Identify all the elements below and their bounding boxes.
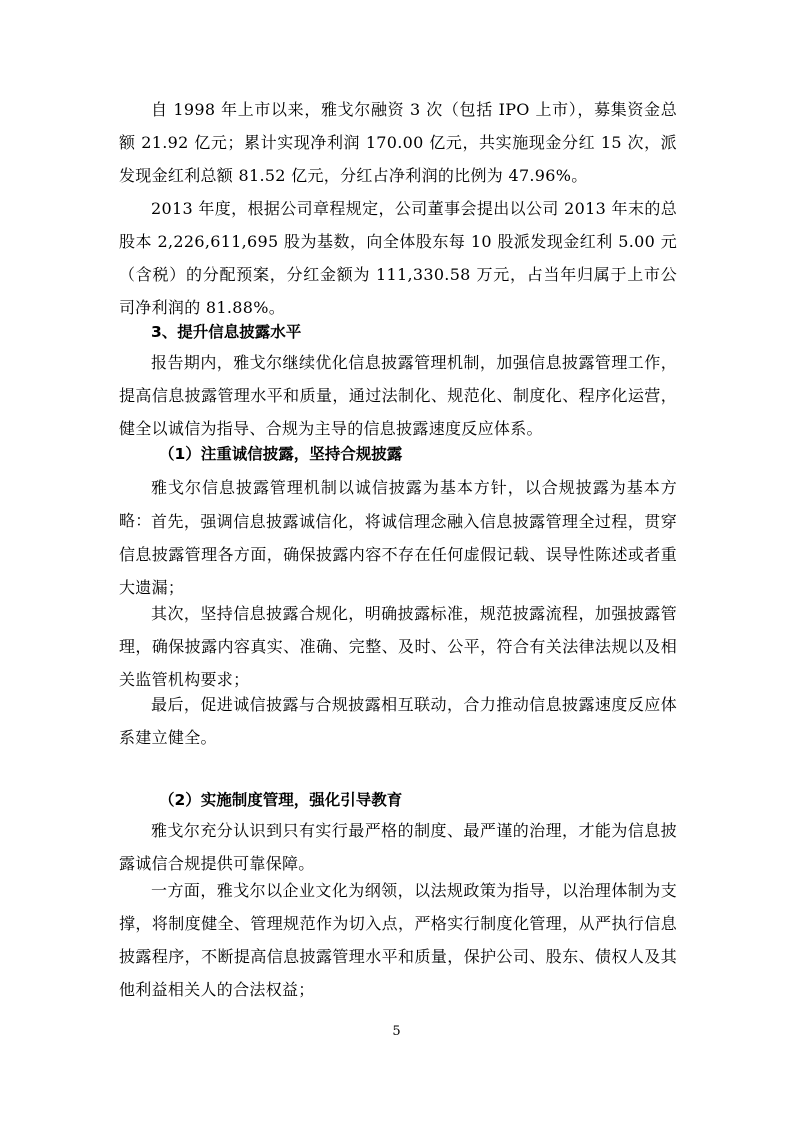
- paragraph-2013-dividend-plan: 2013 年度，根据公司章程规定，公司董事会提出以公司 2013 年末的总股本 2,226,611,695 股为基数，向全体股东每 10 股派发现金红利 5.00 元（含税）的分配预案，分红金额为 111,330.58 万元，占当年归属于上市公司净利润的 81.88%。: [119, 199, 677, 317]
- paragraph-disclosure-intro: 报告期内，雅戈尔继续优化信息披露管理机制，加强信息披露管理工作，提高信息披露管理水平和质量，通过法制化、规范化、制度化、程序化运营，健全以诚信为指导、合规为主导的信息披露速度反应体系。: [119, 353, 677, 438]
- paragraph-disclosure-policy: 雅戈尔信息披露管理机制以诚信披露为基本方针，以合规披露为基本方略：: [119, 478, 677, 530]
- section-heading-disclosure: 3、提升信息披露水平: [151, 323, 302, 341]
- paragraph-listing-dividend-summary: 自 1998 年上市以来，雅戈尔融资 3 次（包括 IPO 上市），募集资金总额 21.92 亿元；累计实现净利润 170.00 亿元，共实施现金分红 15 次，派发现金红利总额 81.52 亿元，分红占净利润的比例为 47.96%。: [119, 100, 677, 185]
- paragraph-final-point: 最后，促进诚信披露与合规披露相互联动，合力推动信息披露速度反应体系建立健全。: [119, 695, 677, 747]
- subheading-integrity-compliance: （1）注重诚信披露，坚持合规披露: [159, 445, 403, 463]
- page-number: 5: [392, 1024, 401, 1039]
- subheading-institutional-management: （2）实施制度管理，强化引导教育: [159, 791, 403, 809]
- paragraph-strict-governance: 雅戈尔充分认识到只有实行最严格的制度、最严谨的治理，才能为信息披露诚信合规提供可靠保障。: [119, 821, 677, 873]
- paragraph-first-point: 首先，强调信息披露诚信化，将诚信理念融入信息披露管理全过程，贯穿信息披露管理各方面，确保披露内容不存在任何虚假记载、误导性陈述或者重大遗漏；: [119, 512, 677, 597]
- paragraph-on-one-hand: 一方面，雅戈尔以企业文化为纲领，以法规政策为指导，以治理体制为支撑，将制度健全、管理规范作为切入点，严格实行制度化管理，从严执行信息披露程序，不断提高信息披露管理水平和质量，保护公司、股东、债权人及其他利益相关人的合法权益；: [119, 881, 677, 999]
- paragraph-second-point: 其次，坚持信息披露合规化，明确披露标准，规范披露流程，加强披露管理，确保披露内容真实、准确、完整、及时、公平，符合有关法律法规以及相关监管机构要求；: [119, 604, 677, 689]
